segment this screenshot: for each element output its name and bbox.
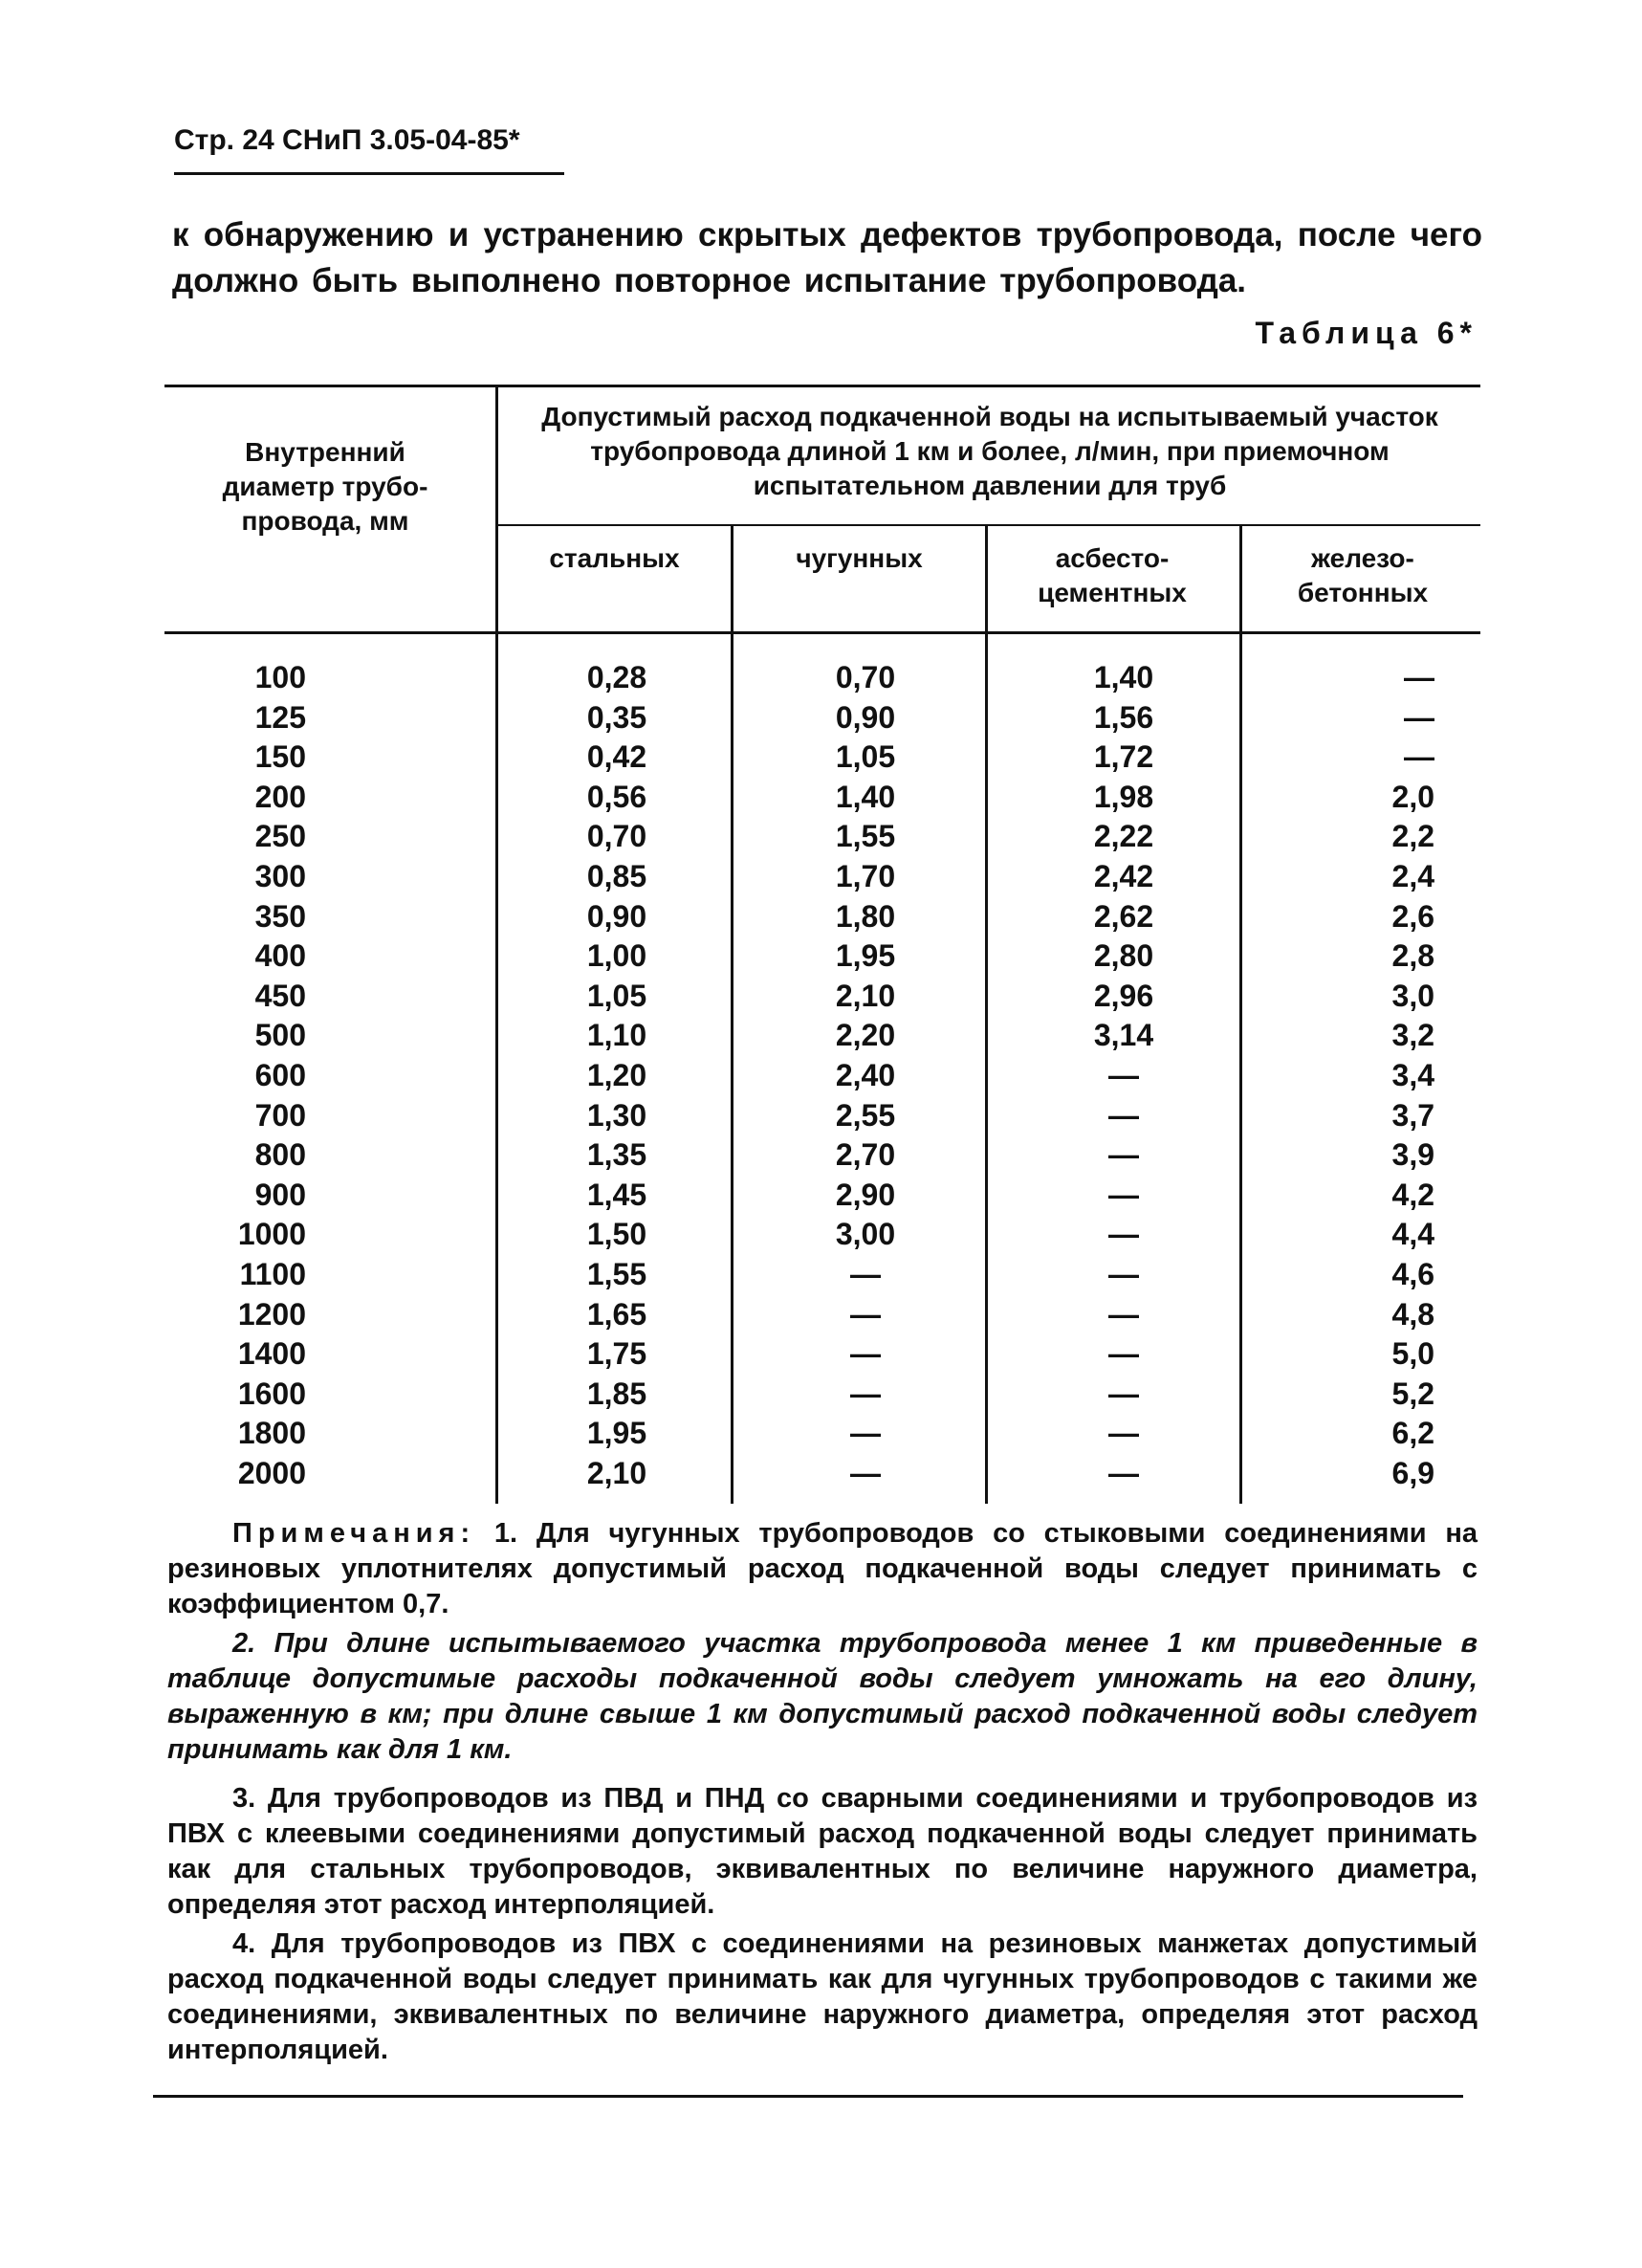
table-cell: 400: [254, 938, 306, 974]
table-cell: 2,8: [1391, 938, 1434, 974]
table-cell: 2,55: [835, 1097, 896, 1133]
intro-paragraph: к обнаружению и устранению скрытых дефектов трубопровода, после чего должно быть выполнено повторное испытание трубопровода.: [172, 216, 1482, 299]
table-cell: 2000: [237, 1455, 306, 1490]
table-cell: 3,2: [1391, 1018, 1434, 1053]
table-vline-4: [1239, 526, 1242, 1504]
table-cell: —: [1108, 1376, 1139, 1411]
table-cell: 0,85: [586, 858, 647, 893]
table-cell: 3,00: [835, 1217, 896, 1252]
table-cell: 900: [254, 1177, 306, 1212]
table-cell: 1,95: [586, 1416, 647, 1451]
table-cell: 600: [254, 1057, 306, 1092]
table-cell: —: [1404, 699, 1434, 735]
header-steel: стальных: [549, 543, 680, 573]
table-cell: 1,95: [835, 938, 896, 974]
header-asbestos-cement: асбесто-цементных: [1038, 543, 1187, 607]
table-cell: 1400: [237, 1336, 306, 1372]
table-cell: 0,70: [586, 819, 647, 854]
table-cell: 0,90: [835, 699, 896, 735]
table-cell: 1,05: [835, 739, 896, 775]
table-cell: 1,35: [586, 1137, 647, 1173]
notes-block: [167, 1516, 1478, 2068]
table-cell: —: [850, 1296, 881, 1332]
table-cell: 450: [254, 978, 306, 1013]
table-cell: —: [1108, 1455, 1139, 1490]
table-cell: —: [1108, 1296, 1139, 1332]
table-cell: 0,42: [586, 739, 647, 775]
table-cell: 3,0: [1391, 978, 1434, 1013]
table-cell: 2,22: [1093, 819, 1154, 854]
table-cell: —: [850, 1336, 881, 1372]
table-cell: 1,75: [586, 1336, 647, 1372]
table-cell: 1,55: [835, 819, 896, 854]
bottom-rule: [153, 2095, 1463, 2098]
table-cell: 4,6: [1391, 1256, 1434, 1291]
header-group: Допустимый расход подкаченной воды на испытываемый участок трубопровода длиной 1 км и более, л/мин, при приемочном испытательном давлении для труб: [541, 402, 1438, 500]
table-cell: —: [1108, 1416, 1139, 1451]
table-cell: 1,72: [1093, 739, 1154, 775]
table-cell: 1,20: [586, 1057, 647, 1092]
table-cell: 125: [254, 699, 306, 735]
table-cell: 100: [254, 660, 306, 694]
column-reinforced-concrete: [1320, 658, 1434, 1493]
table-header-bottom-rule: [164, 631, 1480, 634]
table-cell: 1,00: [586, 938, 647, 974]
table-cell: 350: [254, 898, 306, 934]
table-cell: 2,10: [835, 978, 896, 1013]
table-cell: 2,96: [1093, 978, 1154, 1013]
table-cell: —: [1108, 1256, 1139, 1291]
table-cell: 3,7: [1391, 1097, 1434, 1133]
note-2: 2. При длине испытываемого участка трубопровода менее 1 км приведенные в таблице допустимые расходы подкаченной воды следует умножать на его длину, выраженную в км; при длине свыше 1 км допустимый расход подкаченной воды следует принимать как для 1 км.: [167, 1628, 1478, 1765]
table-cell: 1800: [237, 1416, 306, 1451]
table-cell: 1100: [239, 1256, 306, 1291]
table-cell: 2,2: [1391, 819, 1434, 854]
table-vline-3: [985, 526, 988, 1504]
table-cell: —: [1108, 1097, 1139, 1133]
table-cell: 1,56: [1093, 699, 1154, 735]
table-cell: —: [1108, 1057, 1139, 1092]
notes-label: Примечания:: [232, 1518, 476, 1549]
table-cell: 2,90: [835, 1177, 896, 1212]
table-cell: 1,70: [835, 858, 896, 893]
table-cell: 0,35: [586, 699, 647, 735]
table-cell: 2,6: [1391, 898, 1434, 934]
table-cell: 6,2: [1391, 1416, 1434, 1451]
column-cast-iron: [784, 658, 947, 1493]
table-cell: 150: [254, 739, 306, 775]
table-cell: 1600: [237, 1376, 306, 1411]
table-cell: 3,9: [1391, 1137, 1434, 1173]
table-cell: 1200: [237, 1296, 306, 1332]
note-4: 4. Для трубопроводов из ПВХ с соединениями на резиновых манжетах допустимый расход подкаченной воды следует принимать как для чугунных трубопроводов с такими же соединениями, эквивалентных по величине наружного диаметра, определяя этот расход интерполяцией.: [167, 1928, 1478, 2065]
table-cell: 1,30: [586, 1097, 647, 1133]
table-cell: 1,50: [586, 1217, 647, 1252]
table-cell: 1,80: [835, 898, 896, 934]
table-cell: —: [1108, 1177, 1139, 1212]
note-1: [167, 1516, 1478, 1622]
table-cell: —: [1108, 1336, 1139, 1372]
table-cell: 2,70: [835, 1137, 896, 1173]
table-cell: 2,40: [835, 1057, 896, 1092]
table-cell: 4,2: [1391, 1177, 1434, 1212]
table-cell: 2,0: [1391, 779, 1434, 814]
table-cell: —: [850, 1455, 881, 1490]
table-cell: —: [1404, 660, 1434, 694]
table-cell: 5,0: [1391, 1336, 1434, 1372]
table-cell: 700: [254, 1097, 306, 1133]
table-vline-2: [731, 526, 733, 1504]
table-cell: 1000: [237, 1217, 306, 1252]
column-steel: [536, 658, 698, 1493]
table-cell: 5,2: [1391, 1376, 1434, 1411]
table-cell: 1,45: [586, 1177, 647, 1212]
table-cell: 1,10: [586, 1018, 647, 1053]
table-cell: 2,10: [586, 1455, 647, 1490]
column-diameter: [191, 658, 306, 1493]
table-group-rule: [497, 524, 1480, 526]
header-underline: [174, 172, 564, 175]
table-cell: 1,40: [1093, 660, 1154, 694]
header-reinforced-concrete: железо-бетонных: [1297, 543, 1429, 607]
table-cell: 0,28: [586, 660, 647, 694]
table-cell: 800: [254, 1137, 306, 1173]
table-cell: 4,8: [1391, 1296, 1434, 1332]
table-cell: 0,70: [835, 660, 896, 694]
table-cell: —: [1108, 1217, 1139, 1252]
table-cell: 1,85: [586, 1376, 647, 1411]
table-cell: 1,98: [1093, 779, 1154, 814]
table-cell: 2,4: [1391, 858, 1434, 893]
table-cell: 1,40: [835, 779, 896, 814]
table-cell: 1,55: [586, 1256, 647, 1291]
column-asbestos-cement: [1042, 658, 1205, 1493]
table-cell: 2,42: [1093, 858, 1154, 893]
table-top-rule: [164, 385, 1480, 387]
table-cell: —: [850, 1256, 881, 1291]
table-cell: 500: [254, 1018, 306, 1053]
table-cell: 250: [254, 819, 306, 854]
table-cell: —: [850, 1416, 881, 1451]
table-cell: 200: [254, 779, 306, 814]
header-diameter: Внутренний диаметр трубо-провода, мм: [222, 437, 428, 536]
table-label: Таблица 6*: [1255, 316, 1478, 350]
page-reference: Стр. 24 СНиП 3.05-04-85*: [174, 124, 520, 156]
table-cell: 2,80: [1093, 938, 1154, 974]
table-cell: 1,05: [586, 978, 647, 1013]
table-cell: —: [1404, 739, 1434, 775]
table-cell: 0,90: [586, 898, 647, 934]
table-cell: 1,65: [586, 1296, 647, 1332]
table-cell: 0,56: [586, 779, 647, 814]
table-cell: 3,14: [1093, 1018, 1154, 1053]
table-cell: —: [1108, 1137, 1139, 1173]
table-cell: 3,4: [1391, 1057, 1434, 1092]
note-3: 3. Для трубопроводов из ПВД и ПНД со сварными соединениями и трубопроводов из ПВХ с клеевыми соединениями допустимый расход подкаченной воды следует принимать как для стальных трубопроводов, эквивалентных по величине наружного диаметра, определяя этот расход интерполяцией.: [167, 1783, 1478, 1920]
table-cell: 300: [254, 858, 306, 893]
table-cell: 6,9: [1391, 1455, 1434, 1490]
header-cast-iron: чугунных: [796, 543, 923, 573]
note-1-text: 1. Для чугунных трубопроводов со стыковыми соединениями на резиновых уплотнителях допустимый расход подкаченной воды следует принимать с коэффициентом 0,7.: [167, 1518, 1478, 1619]
table-cell: 2,62: [1093, 898, 1154, 934]
table-cell: 4,4: [1391, 1217, 1434, 1252]
table-cell: —: [850, 1376, 881, 1411]
table-cell: 2,20: [835, 1018, 896, 1053]
